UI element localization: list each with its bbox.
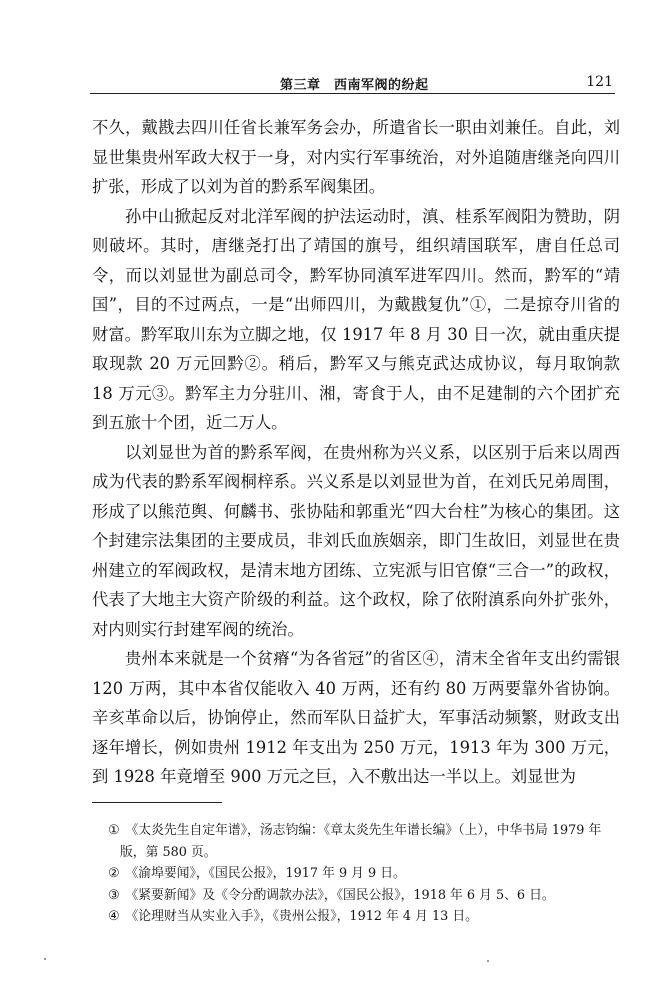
chapter-title: 第三章 西南军阀的纷起 (280, 78, 429, 93)
running-header (90, 72, 615, 96)
footnote-mark: ② (108, 866, 120, 881)
footnote (92, 863, 620, 885)
paragraph: 孙中山掀起反对北洋军阀的护法运动时，滇、桂系军阀阳为赞助，阴则破坏。其时，唐继尧打出了靖国的旗号，组织靖国联军，唐自任总司令，而以刘显世为副总司令，黔军协同滇军进军四川。然而，黔军的“靖国”，目的不过两点，一是“出师四川，为戴戡复仇”①，二是掠夺川省的财富。黔军取川东为立脚之地，仅 1917 年 8 月 30 日一次，就由重庆提取现款 20 万元回黔②。稍后，黔军又与熊克武达成协议，每月取饷款 18 万元③。黔军主力分驻川、湘，寄食于人，由不足建制的六个团扩充到五旅十个团，近二万人。 (92, 206, 620, 432)
footnote-text: 《紧要新闻》及《令分酌调款办法》，《国民公报》，1918 年 6 月 5、6 日。 (125, 887, 555, 903)
paragraph: 不久，戴戡去四川任省长兼军务会办，所遣省长一职由刘兼任。自此，刘显世集贵州军政大权于一身，对内实行军事统治，对外追随唐继尧向四川扩张，形成了以刘为首的黔系军阀集团。 (92, 118, 620, 196)
header-rule (90, 93, 615, 94)
body-text (92, 113, 620, 792)
scan-speck (44, 958, 46, 960)
scan-speck (487, 960, 489, 962)
page-number: 121 (586, 74, 613, 90)
footnote-mark: ① (108, 823, 120, 838)
paragraph: 贵州本来就是一个贫瘠“为各省冠”的省区④，清末全省年支出约需银 120 万两，其中本省仅能收入 40 万两，还有约 80 万两要靠外省协饷。辛亥革命以后，协饷停止，然而军队日益扩大，军事活动频繁，财政支出逐年增长，例如贵州 1912 年支出为 250 万元，1913 年为 300 万元，到 1928 年竟增至 900 万元之巨，入不敷出达一半以上。刘显世为 (92, 649, 620, 786)
footnote-mark: ③ (108, 887, 120, 903)
paragraph: 以刘显世为首的黔系军阀，在贵州称为兴义系，以区别于后来以周西成为代表的黔系军阀桐梓系。兴义系是以刘显世为首，在刘氏兄弟周围，形成了以熊范舆、何麟书、张协陆和郭重光“四大台柱”为核心的集团。这个封建宗法集团的主要成员，非刘氏血族姻亲，即门生故旧，刘显世在贵州建立的军阀政权，是清末地方团练、立宪派与旧官僚“三合一”的政权，代表了大地主大资产阶级的利益。这个政权，除了依附滇系向外扩张外，对内则实行封建军阀的统治。 (92, 442, 620, 639)
footnote (92, 885, 620, 907)
footnote (92, 906, 620, 928)
footnote-separator (92, 802, 222, 803)
footnote-text: 《论理财当从实业入手》，《贵州公报》，1912 年 4 月 13 日。 (125, 909, 478, 924)
footnote (92, 820, 620, 863)
footnote-mark: ④ (108, 909, 120, 924)
footnote-text: 《太炎先生自定年谱》，汤志钧编：《章太炎先生年谱长编》（上），中华书局 1979 年版，第 580 页。 (120, 823, 602, 860)
footnote-text: 《渝埠要闻》，《国民公报》，1917 年 9 月 9 日。 (125, 866, 406, 881)
footnotes (92, 820, 620, 928)
